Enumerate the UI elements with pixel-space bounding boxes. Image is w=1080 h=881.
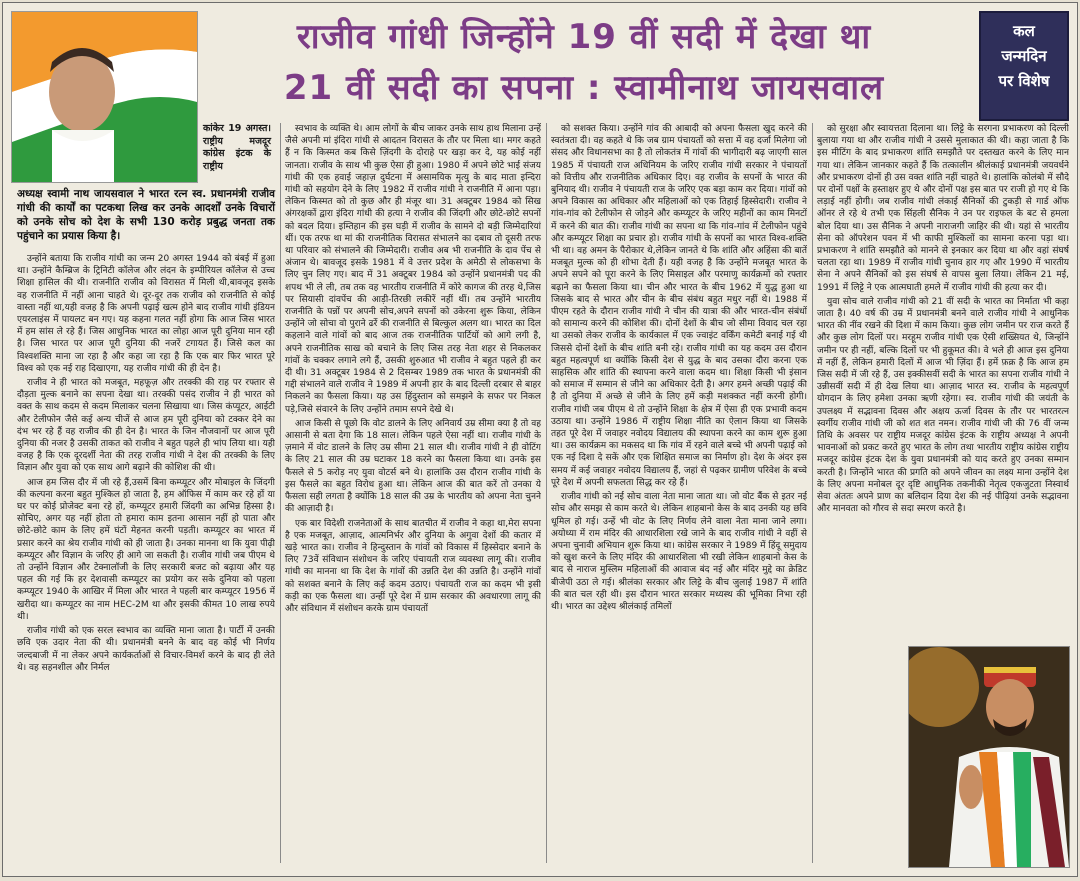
col1-paragraph: आज हम जिस दौर में जी रहे हैं,उसमें बिना कम्प्यूटर और मोबाइल के जिंदगी की कल्पना करना बहुत मुश्किल हो जाता है, हम ऑफिस में काम कर रहे हों या घर पर कोई प्रोजेक्ट बना रहे हों, कम्प्यूटर हमारी जिंदगी का अभिन्न हिस्सा है। सोचिए, अगर यह नहीं होता तो हमारा काम इतना आसान नहीं हो पाता और छोटे-छोटे काम के लिए हमें घंटों मेहनत करनी पड़ती। कम्प्यूटर का भारत में प्रसार करने का श्रेय राजीव गांधी को ही जाता है। उनका मानना था कि युवा पीढ़ी कम्प्यूटर और विज्ञान के जरिए ही आगे जा सकती है। राजीव गांधी जब पीएम थे तो उन्होंने विज्ञान और टेक्नालॉजी के लिए सरकारी बजट को बढ़ाया और यह पहल की गई कि हर देशवासी कम्प्यूटर का प्रयोग कर सके दुनिया को पहला कम्प्यूटर 1940 के आखिर में मिला और भारत ने पहली बार कम्प्यूटर 1956 में खरीदा था। कम्प्यूटर का नाम HEC-2M था और इसकी कीमत 10 लाख रुपये थी। <box>17 477 275 622</box>
badge-line-1: कल <box>1013 22 1035 40</box>
col2-paragraph: स्वभाव के व्यक्ति थे। आम लोगों के बीच जाकर उनके साथ हाथ मिलाना उन्हें जैसे अपनी मां इंदिरा गांधी से आदतन विरासत के तौर पर मिला था। मगर कहते हैं न कि किस्मत कब किसे ज़िंदगी के दोराहे पर खड़ा कर दे, यह कोई नहीं जानता। राजीव के साथ भी कुछ ऐसा ही हुआ। 1980 में अपने छोटे भाई संजय गांधी की एक हवाई जहाज़ दुर्घटना में असामयिक मृत्यु के बाद माता इन्दिरा गांधी को सहयोग देने के लिए 1982 में राजीव गांधी ने राजनीति में आना पड़ा। लेकिन किस्मत को तो कुछ और ही मंजूर था। 31 अक्टूबर 1984 को सिख अंगरक्षकों द्वारा इंदिरा गांधी की हत्या ने राजीव की जिंदगी और छोटे-छोटे सपनों को बदल दिया। इम्तिहान की इस घड़ी में राजीव के सामने दो बड़ी जिम्मेदारियां थीं। एक तरफ था मां की राजनीतिक विरासत संभालने का दबाव तो दूसरी तरफ था परिवार को संभालने की जिम्मेदारी। राजीव अब भी राजनीति के दाव पेंच से अंजान थे। बावजूद इसके 1981 में वे उत्तर प्रदेश के अमेठी से लोकसभा के लिए चुन लिए गए। बाद में 31 अक्टूबर 1984 को उन्होंने प्रधानमंत्री पद की शपथ भी ले ली, तब तक वह भारतीय राजनीति में कोरे कागज की तरह थे,जिस पर सियासी दांवपेंच की आड़ी-तिरछी लकीरें नहीं थीं। तब उन्होंने भारतीय राजनीति के पन्नों पर अपनी सोच,अपने सपनों को उकेरना शुरू किया, लेकिन उन्होंने जो सोचा वो पुराने ढर्रे की राजनीति से बिल्कुल अलग था। भारत का दिल कहलाने वाले गांवों को बाद आज तक राजनीतिक पार्टियों को आगे लगी है, अपने राजनीतिक साख को बचाने के लिए जिस तरह नेता शहर से निकलकर गांवों के चक्कर लगाने लगे हैं, उसकी शुरुआत भी राजीव ने बहुत पहले ही कर दी थी। 31 अक्टूबर 1984 से 2 दिसम्बर 1989 तक भारत के प्रधानमंत्री की गद्दी संभालने वाले राजीव ने 1989 में अपनी हार के बाद दिल्ली दरबार से बाहर निकलने का फैसला किया। यह उस हिंदुस्तान को समझने के सफर पर निकल पड़े,जिसे संवारने के लिए उन्होंने तमाम सपने देखे थे। <box>285 124 541 415</box>
col1-paragraph: राजीव गांधी को एक सरल स्वभाव का व्यक्ति माना जाता है। पार्टी में उनकी छवि एक उदार नेता की थी। प्रधानमंत्री बनने के बाद वह कोई भी निर्णय जल्दबाजी में ना लेकर अपने कार्यकर्ताओं से विचार-विमर्श करने के बाद ही लेते थे। वह सहनशील और निर्मल <box>17 626 275 673</box>
col2-paragraph: एक बार विदेशी राजनेताओं के साथ बातचीत में राजीव ने कहा था,मेरा सपना है एक मजबूत, आज़ाद, आत्मनिर्भर और दुनिया के अगुवा देशों की कतार में खड़े भारत का। राजीव ने हिन्दुस्तान के गांवों को विकास में हिस्सेदार बनाने के लिए 73वें संविधान संशोधन के जरिए पंचायती राज व्यवस्था लागू की। राजीव गांधी का मानना था कि देश के गांवों की उन्नति देश की उन्नति है। उन्होंने गांवों को सशक्त बनाने के लिए कई कदम उठाए। पंचायती राज का कदम भी इसी कड़ी का एक फैसला था। उन्हीं पूरे देश में ग्राम सरकार की अवधारणा लागू की और संविधान में संशोधन करके ग्राम पंचायतों <box>285 518 541 614</box>
headline-line-1: राजीव गांधी जिन्होंने 19 वीं सदी में देखा था <box>296 17 872 57</box>
article-column-2 <box>285 123 541 865</box>
column-divider <box>812 123 813 863</box>
rajiv-gandhi-portrait <box>11 11 198 183</box>
headline <box>199 11 969 113</box>
dateline: कांकेर 19 अगस्त। राष्ट्रीय मजदूर कांग्रेस इंटक के राष्ट्रीय <box>203 123 271 172</box>
article-column-3 <box>551 123 807 865</box>
newspaper-page <box>2 2 1078 877</box>
col4-paragraph: युवा सोच वाले राजीव गांधी को 21 वीं सदी के भारत का निर्माता भी कहा जाता है। 40 वर्ष की उम्र में प्रधानमंत्री बनने वाले राजीव गांधी ने आधुनिक भारत की नींव रखने की दिशा में काम किया। कुछ लोग जमीन पर राज करते हैं और कुछ लोग दिलों पर। मरहूम राजीव गांधी एक ऐसी शख्सियत थे, जिन्होंने जमीन पर ही नहीं, बल्कि दिलों पर भी हुकूमत की। वे भले ही आज इस दुनिया में नहीं हैं, लेकिन हमारी दिलों में आज भी ज़िंदा हैं। हमें फ़क्र है कि आज हम जिस सदी में जी रहे हैं, उस इक्कीसवीं सदी के भारत का सपना राजीव गांधी ने उन्नीसवीं सदी में ही देख लिया था। आज़ाद भारत स्व. राजीव के महत्वपूर्ण योगदान के लिए हमेशा उनका ऋणी रहेगा। स्व. राजीव गांधी की जयंती के उपलक्ष्य में सद्भावना दिवस और अक्षय ऊर्जा दिवस के तौर पर भारतरत्न स्वर्गीय राजीव गांधी जी को शत शत नमन। राजीव गांधी जी की 76 वीं जन्म तिथि के अवसर पर राष्ट्रीय मजदूर कांग्रेस इंटक के राष्ट्रीय अध्यक्ष ने अपनी भावनाओं को प्रकट करते हुए भारत के लोग तथा भारतीय राष्ट्रीय कांग्रेस राष्ट्रीय मजदूर कांग्रेस इंटक देश के युवा प्रधानमंत्री को याद करते हुए उनका सम्मान करती है। जिन्होंने भारत की प्रगति को अपने जीवन का लक्ष्य माना उन्होंने देश के लिए अपना मनोबल दूर दृष्टि आधुनिक तकनीकी नेतृत्व एकजुटता निस्वार्थ सेवा अंततः अपने प्राण का बलिदान दिया देश की नई पीढ़ियां उनके सद्भावना और मानवता को गौरव से सदा स्मरण करते है। <box>817 296 1069 515</box>
headline-line-2: 21 वीं सदी का सपना : स्वामीनाथ जायसवाल <box>283 68 885 108</box>
col1-paragraph: राजीव ने ही भारत को मजबूत, महफूज़ और तरक्की की राह पर रफ्तार से दौड़ता मुल्क बनाने का सपना देखा था। तरक्की पसंद राजीव ने ही भारत को वक्त के साथ कदम से कदम मिलाकर चलना सिखाया था। जिस कंप्यूटर, आईटी और टेलीफोन जैसे कई अन्य चीजें से आज हम पूरी दुनिया को टक्कर देने का दंभ भर रहे हैं वह राजीव की ही देन है। भारत के जिन नौजवानों पर आज पूरी दुनिया की नजर है उसकी ताकत को राजीव ने बहुत पहले ही भांप लिया था। यही वजह है कि एक दूरदर्शी नेता की तरह राजीव गांधी ने देश की तरक्की के लिए विज्ञान और युवा को एक साथ आगे बढ़ाने की कोशिश की थी। <box>17 378 275 474</box>
badge-line-3: पर विशेष <box>998 72 1050 90</box>
col2-paragraph: आज किसी से पूछो कि वोट डालने के लिए अनिवार्य उम्र सीमा क्या है तो वह आसानी से बता देगा कि 18 साल। लेकिन पहले ऐसा नहीं था। राजीव गांधी के ज़माने में वोट डालने के लिए उम्र सीमा 21 साल थी। राजीव गांधी ने ही वोटिंग के लिए 21 साल की उम्र घटाकर 18 करने का फैसला किया था। उनके इस फैसले से 5 करोड़ नए युवा वोटर्स बने थे। हालांकि उस दौरान राजीव गांधी के इस फैसले का बहुत विरोध हुआ था। लेकिन आज की बात करें तो उनका ये फैसला सही लगता है क्योंकि 18 साल की उम्र के भारतीय को अपना नेता चुनने की आज़ादी है। <box>285 418 541 515</box>
article-column-1 <box>17 253 275 865</box>
intro-paragraph: अध्यक्ष स्वामी नाथ जायसवाल ने भारत रत्न स्व. प्रधानमंत्री राजीव गांधी की कार्यों का पटकथा लिख कर उनके आदर्शों उनके विचारों को उनके सोच को देश के सभी 130 करोड़ प्रबुद्ध जनता तक पहुंचाने का प्रयास किया है। <box>17 188 275 242</box>
article-column-4 <box>817 123 1069 643</box>
column-divider <box>546 123 547 863</box>
col1-paragraph: उन्होंने बताया कि राजीव गांधी का जन्म 20 अगस्त 1944 को बंबई में हुआ था। उन्होंने कैम्ब्रिज के ट्रिनिटी कॉलेज और लंदन के इम्पीरियल कॉलेज से उच्च शिक्षा हासिल की थी। राजनीति राजीव को विरासत में मिली थी,बावजूद इसके वह राजनीति में नहीं आना चाहते थे। दूर-दूर तक राजीव को राजनीति से कोई वास्ता नहीं था,यही वजह है कि अपनी पढ़ाई खत्म होने बाद राजीव गांधी इंडियन एयरलाइंस में पायलट बन गए। यह कहना गलत नहीं होगा कि आज जिस भारत में हम सांस ले रहे हैं। जिस आधुनिक भारत का लोहा आज पूरी दुनिया मान रही है। जिस भारत पर आज पूरी दुनिया की नजरें टगायत हैं। जिसे कल का विश्वशक्ति माना जा रहा है और कहा जा रहा है कि एक बार फिर भारत पूरे विश्व को एक नई राह दिखाएगा, यह राजीव गांधी की ही देन है। <box>17 254 275 374</box>
column-divider <box>280 123 281 863</box>
birthday-special-badge <box>979 11 1069 121</box>
col3-paragraph: राजीव गांधी को नई सोच वाला नेता माना जाता था। जो वोट बैंक से इतर नई सोच और समझ से काम करते थे। लेकिन शाहबानो केस के बाद उनकी यह छवि धूमिल हो गई। उन्हें भी वोट के लिए निर्णय लेने वाला नेता माना जाने लगा। अयोध्या में राम मंदिर की आधारशिला रखे जाने के बाद राजीव गांधी ने वहीं से अपना चुनावी अभियान शुरू किया था। कांग्रेस सरकार ने 1989 में हिंदू समुदाय को खुश करने के लिए मंदिर की आधारशिला भी रखी लेकिन शाहबानो केस के बाद से नाराज मुस्लिम महिलाओं की आवाज बंद नई और मंदिर मुद्दे का क्रेडिट बीजेपी उठा ले गई। श्रीलंका सरकार और लिट्टे के बीच जुलाई 1987 में शांति की बात चल रही थी। इस दौरान भारत सरकार मध्यस्थ की भूमिका निभा रही थी। भारत का उद्देश्य श्रीलंकाई तमिलों <box>551 492 807 612</box>
swaminath-jaiswal-photo <box>908 646 1070 868</box>
col3-paragraph: को सशक्त किया। उन्होंने गांव की आबादी को अपना फैसला खुद करने की स्वतंत्रता दी। वह कहते थे कि जब ग्राम पंचायतों को सत्ता में वह दर्जा मिलेगा जो संसद और विधानसभा का है तो लोकतंत्र में गांवों की भागीदारी बढ़ जाएगी साल 1985 में पंचायती राज अधिनियम के जरिए राजीव गांधी सरकार ने पंचायतों को वित्तीय और राजनीतिक अधिकार दिए। वह राजीव के सपनों के भारत की बुनियाद थी। राजीव ने पंचायती राज के जरिए एक बड़ा काम कर दिया। गांवों को अपने विकास का अधिकार और महिलाओं को एक तिहाई हिस्सेदारी। राजीव ने गांव-गांव को टेलीफोन से जोड़ने और कम्प्यूटर के जरिए महीनों का काम मिनटों में करने की बात की। राजीव गांधी का सपना था कि गांव-गांव में टेलीफोन पहुंचे और कम्प्यूटर शिक्षा का प्रचार हो। राजीव गांधी के सपनों का भारत विश्व-शक्ति भी था। वह अमन के पैरोकार थे,लेकिन जानते थे कि शांति और अहिंसा की बातें मजबूत मुल्क को ही शोभा देती हैं। यही वजह है कि उन्होंने मजबूत भारत के अपने सपने को पूरा करने के लिए मिसाइल और परमाणु कार्यक्रमों को रफ्तार बढ़ाने का फैसला किया था। चीन और भारत के बीच 1962 में युद्ध हुआ था जिसके बाद से भारत और चीन के बीच संबंध बहुत मधुर नहीं थे। 1988 में पीएम रहते के दौरान राजीव गांधी ने चीन की यात्रा की और भारत-चीन संबंधों को सामान्य करने की कोशिश की। दोनों देशों के बीच जो सीमा विवाद चल रहा था उसको लेकर राजीव के कार्यकाल में एक ज्वाइंट वर्किंग कमेटी बनाई गई थी जिससे दोनों देशों के बीच शांति बनी रहे। राजीव गांधी का यह कदम उस दौरान बहुत महत्वपूर्ण था क्योंकि किसी देश से युद्ध के बाद उसका दौरा करना एक साहसिक और शांति की स्थापना करने वाला कदम था। शिक्षा किसी भी इंसान को समाज में सम्मान से जीने का अधिकार देती है। अगर हमने अच्छी पढ़ाई की है तो दुनिया में अच्छे से जीने के लिए हमें कड़ी मशक्कत नहीं करनी होगी। राजीव गांधी जब पीएम थे तो उन्होंने शिक्षा के क्षेत्र में ऐसा ही एक प्रभावी कदम उठाया था। उन्होंने 1986 में राष्ट्रीय शिक्षा नीति का ऐलान किया था जिसके तहत पूरे देश में जवाहर नवोदय विद्यालय की स्थापना करने का काम शुरू हुआ था। उस कार्यक्रम का मकसद था कि गांव में रहने वाले बच्चे भी अपनी पढ़ाई को एक नई दिशा दे सकें और एक शिक्षित समाज का निर्माण हो। देश के अंदर इस समय में कई जवाहर नवोदय विद्यालय हैं, जहां से पढ़कर ग्रामीण परिवेश के बच्चे पूरे देश में अपनी सफलता सिद्ध कर रहे हैं। <box>551 124 807 488</box>
badge-line-2: जन्मदिन <box>1001 47 1047 65</box>
col4-paragraph: को सुरक्षा और स्वायत्तता दिलाना था। लिट्टे के सरगना प्रभाकरण को दिल्ली बुलाया गया था और राजीव गांधी ने उससे मुलाकात की थी। कहा जाता है कि इस मीटिंग के बाद प्रभाकरण शांति समझौते पर दस्तखत करने के लिए मान गया था। लेकिन जानकार कहते हैं कि तत्कालीन श्रीलंकाई प्रधानमंत्री जयवर्धने और प्रभाकरण दोनों ही उस वक्त शांति नहीं चाहते थे। हालांकि कोलंबो में सौदे पर दोनों पक्षों के हस्ताक्षर हुए थे और दोनों पक्ष इस बात पर राजी हो गए थे कि लड़ाई नहीं होगी। जब राजीव गांधी लंकाई सैनिकों की टुकड़ी से गार्ड ऑफ ऑनर ले रहे थे तभी एक सिंहली सैनिक ने उन पर राइफल के बट से हमला बोल दिया था। उस सैनिक ने अपनी नाराजगी जाहिर की थी। यहां से भारतीय सेना को ऑपरेशन पवन में भी काफी मुश्किलों का सामना करना पड़ा था। प्रभाकरण ने शांति समझौते को मानने से इनकार कर दिया था और वहां संघर्ष चलता रहा था। 1989 में राजीव गांधी चुनाव हार गए और 1990 में भारतीय सेना ने अपने सैनिकों को इस संघर्ष से वापस बुला लिया। लेकिन 21 मई, 1991 में लिट्टे ने एक आत्मघाती हमले में राजीव गांधी की हत्या कर दी। <box>817 124 1069 293</box>
